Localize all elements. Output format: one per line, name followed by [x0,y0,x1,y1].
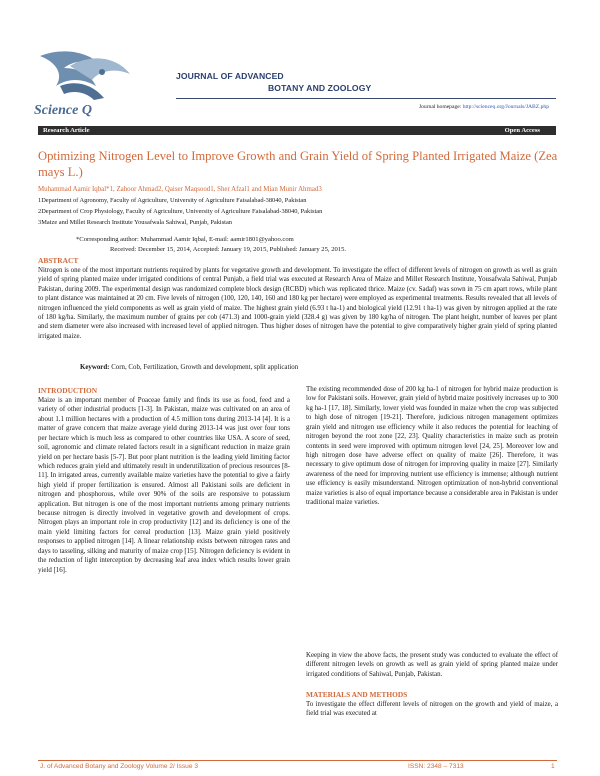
keywords [80,364,298,371]
author-list: Muhammad Aamir Iqbal*1, Zahoor Ahmad2, Qaiser Maqsood1, Sher Afzal1 and Mian Munir Ahmad3 [38,186,322,193]
article-type: Research Article [43,127,90,134]
page-number: 1 [551,763,555,770]
homepage-label: Journal homepage: [418,104,462,110]
introduction-text: Maize is an important member of Poaceae family and finds its use as food, feed and a variety of other industrial products [1-3]. In Pakistan, maize was cultivated on an area of about 1.1 million hectares with a production of 4.5 million tons during 2013-14 [4]. It is a matter of grave concern that maize average yield during 2013-14 was just over four tons per hectare which is much less as compared to other countries like USA. A score of seed, soil, agronomic and climate related factors result in a significant reduction in maize grain yield on per hectare basis [5-7]. But poor plant nutrition is the leading yield limiting factor which reduces grain yield and ultimately result in underutilization of precious resources [8-11]. In irrigated areas, currently available maize varieties have the potential to give a fairly high yield if proper fertilization is ensured. Almost all Pakistani soils are deficient in nitrogen and phosphorous, while over 90% of the soils are responsive to potassium application. But nitrogen is one of the most important nutrients among primary nutrients because nitrogen is directly involved in vegetative growth and development of crops. Nitrogen plays an important role in crop productivity [12] and its deficiency is one of the main yield limiting factors for cereal production [13]. Maize grain yield positively responses to applied nitrogen [14]. A linear relationship exists between nitrogen rates and days to tasseling, silking and maturity of maize crop [15]. Nitrogen deficiency is evident in the reduction of light interception by decreasing leaf area index which results lower grain yield [16]. [38,397,290,574]
affiliation-1: 1Department of Agronomy, Faculty of Agriculture, University of Agriculture Faisalabad-38040, Pakistan [38,197,307,204]
journal-homepage [419,104,549,110]
publication-dates: Received: December 15, 2014, Accepted: January 19, 2015, Published: January 25, 2015. [110,246,347,253]
footer-issn: ISSN: 2348 – 7313 [408,763,464,770]
abstract-heading: ABSTRACT [38,256,79,265]
affiliation-3: 3Maize and Millet Research Institute Yousafwala Sahiwal, Punjab, Pakistan [38,219,232,226]
article-type-bar [38,126,556,135]
svg-text:Science Q: Science Q [34,103,92,118]
access-type: Open Access [504,127,540,134]
abstract-text: Nitrogen is one of the most important nutrients required by plants for vegetative growth and development. To investigate the effect of different levels of nitrogen on growth as well as grain yield of spring planted maize under irrigated conditions of central Punjab, a field trial was executed at Research Area of Maize and Millet Research Institute, Yousafwala Sahiwal, Punjab Pakistan, during 2009. The experimental design was randomized complete block design (RCBD) which was replicated thrice. Maize (cv. Sadaf) was sown in 75 cm apart rows, while plant to plant distance was maintained at 20 cm. Five levels of nitrogen (100, 120, 140, 160 and 180 kg per hectare) were employed as experimental treatments. Results revealed that all levels of nitrogen influenced the yield components as well as grain yield of maize. The highest grain yield (6.93 t ha-1) and biological yield (12.91 t ha-1) was given by nitrogen applied at the rate of 180 kg/ha. Similarly, the maximum number of grains per cob (471.3) and 1000-grain yield (328.4 g) was given by 180 kg/ha of nitrogen. The plant height, number of leaves per plant and stem diameter were also increased with increased level of applied nitrogen. Thus higher doses of nitrogen have the potential to give comparatively higher grain yield of spring planted irrigated maize. [38,267,557,340]
journal-name-line2: BOTANY AND ZOOLOGY [268,83,372,93]
header-divider [176,98,556,99]
corresponding-author: *Corresponding author: Muhammad Aamir Iqbal, E-mail: aamir1801@yahoo.com [76,236,294,243]
introduction-paragraph-3: Keeping in view the above facts, the present study was conducted to evaluate the effect of different nitrogen levels on growth as well as grain yield of spring planted maize under irrigated conditions of Sahiwal, Punjab, Pakistan. [306,652,558,678]
homepage-link[interactable]: http://scienceq.org/Journals/JABZ.php [462,104,549,110]
journal-name [176,70,371,94]
introduction-paragraph-2: The existing recommended dose of 200 kg ha-1 of nitrogen for hybrid maize production is low for Pakistani soils. However, grain yield of hybrid maize positively increases up to 300 kg ha-1 [17, 18]. Similarly, lower yield was founded in maize when the crop was subjected to high dose of nitrogen [19-21]. Therefore, judicious nitrogen management optimizes grain yield and nitrogen use efficiency while it also reduces the potential for leaching of nitrogen beyond the root zone [22, 23]. Quality characteristics in maize such as protein contents in seed were improved with optimum nitrogen level [24, 25]. Moreover low and high nitrogen dose have adverse effect on quality of maize [26]. Therefore, it was necessary to give optimum dose of nitrogen for improving quality in maize [27]. Similarly awareness of the need for improving nutrient use efficiency is immense; although nutrient use efficiency is easily misunderstand. Nitrogen optimization of non-hybrid conventional maize varieties is also of equal importance because a considerable area in Pakistan is under traditional maize varieties. [306,386,558,507]
keywords-list: Corn, Cob, Fertilization, Growth and development, split application [109,364,299,371]
footer-journal: J. of Advanced Botany and Zoology Volume 2/ Issue 3 [40,763,198,770]
footer-divider [38,760,557,761]
keywords-label: Keyword: [80,364,110,371]
affiliation-2: 2Department of Crop Physiology, Faculty of Agriculture, University of Agriculture Faisalabad-38040, Pakistan [38,208,323,215]
journal-logo [30,46,150,120]
paper-title: Optimizing Nitrogen Level to Improve Growth and Grain Yield of Spring Planted Irrigated Maize (Zea mays L.) [38,149,558,179]
introduction-heading: INTRODUCTION [38,386,98,395]
methods-text: To investigate the effect different levels of nitrogen on the growth and yield of maize, a field trial was executed at [306,701,558,718]
journal-name-line1: JOURNAL OF ADVANCED [176,71,284,81]
methods-heading: MATERIALS AND METHODS [306,690,408,699]
